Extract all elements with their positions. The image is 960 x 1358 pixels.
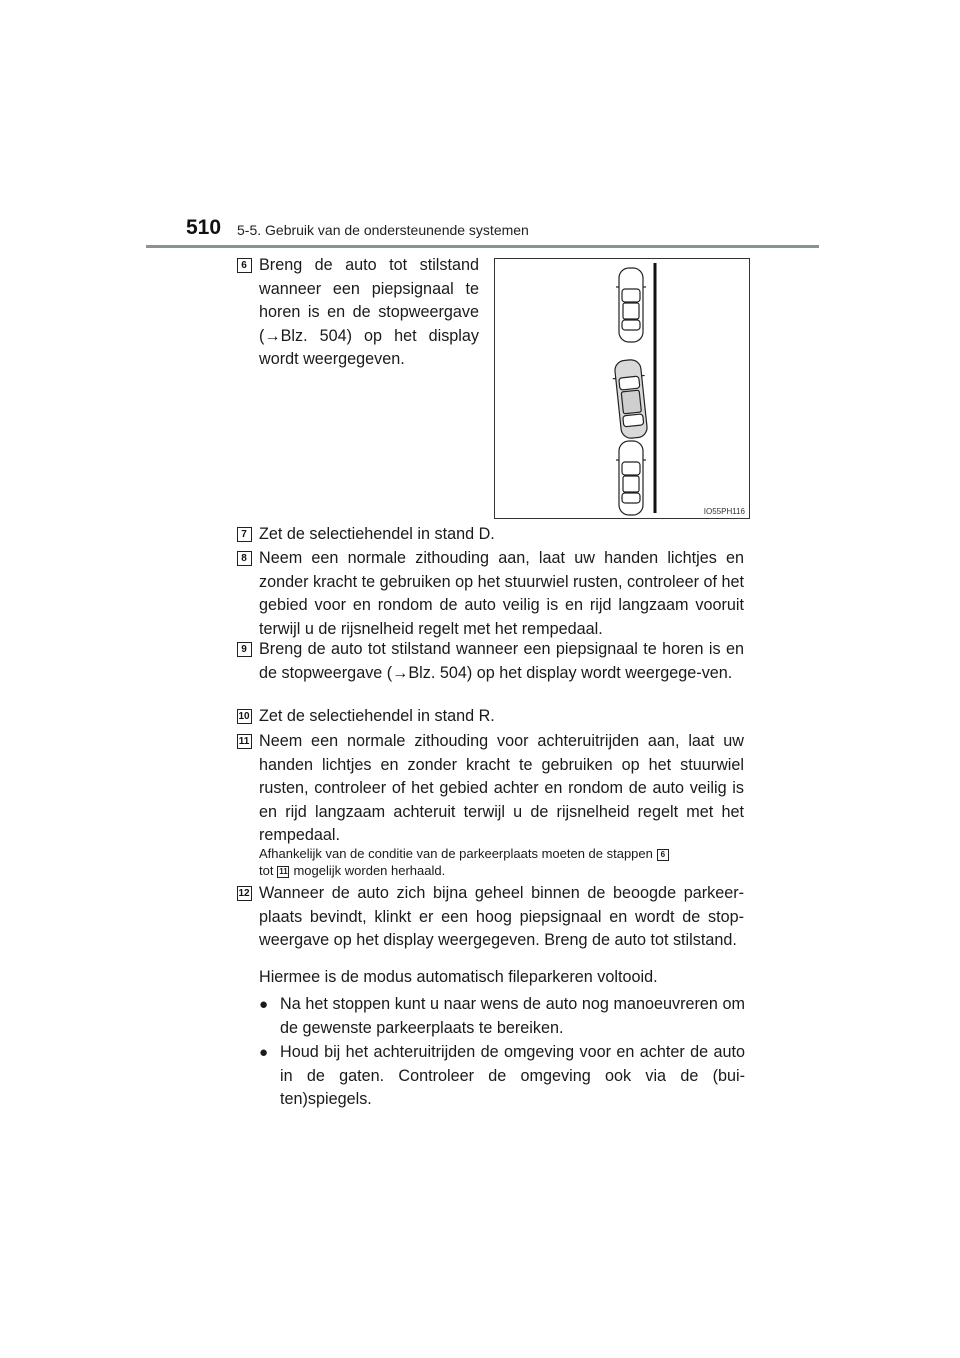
own-car <box>611 359 651 440</box>
note-ref-end: 11 <box>279 867 288 876</box>
step-text-7: Zet de selectiehendel in stand D. <box>259 525 495 543</box>
figure-code: IO55PH116 <box>703 507 745 516</box>
step-badge-9: 9 <box>237 642 252 657</box>
note-text-start: Afhankelijk van de conditie van de parkeerplaats moeten de stappen <box>259 846 653 861</box>
bullet-icon: ● <box>259 996 269 1013</box>
note-line-2 <box>259 862 745 879</box>
step-badge-11: 11 <box>237 734 252 749</box>
page-number: 510 <box>186 216 222 239</box>
step-text-8: Neem een normale zithouding aan, laat uw handen lichtjes en zonder kracht te gebruiken op het stuurwiel rusten, controleer of het gebied voor en rondom de auto veilig is en rijd langzaam vooruit terwijl u de rijsnelheid regelt met het rempedaal. <box>259 549 745 638</box>
note-text-end: mogelijk worden herhaald. <box>293 863 446 878</box>
parking-illustration <box>494 258 750 519</box>
bullet-text: Na het stoppen kunt u naar wens de auto nog manoeuvreren om de gewenste parkeerplaats te bereiken. <box>280 995 745 1037</box>
step-badge-12: 12 <box>237 886 252 901</box>
step-badge-6: 6 <box>237 258 252 273</box>
step-badge-10: 10 <box>237 709 252 724</box>
repeat-note <box>259 845 745 879</box>
header-divider <box>146 245 819 248</box>
step-badge-8: 8 <box>237 551 252 566</box>
parking-diagram <box>495 259 749 518</box>
note-word-tot: tot <box>259 863 274 878</box>
bullet-text: Houd bij het achteruitrijden de omgeving voor en achter de auto in de gaten. Controleer de omgeving ook via de (bui-ten)spiegels. <box>280 1043 745 1108</box>
step-text-10: Zet de selectiehendel in stand R. <box>259 707 495 725</box>
step-text-9: Breng de auto tot stilstand wanneer een piepsignaal te horen is en de stopweergave (→Blz. 504) op het display wordt weergege-ven. <box>259 640 744 682</box>
step-badge-7: 7 <box>237 527 252 542</box>
section-title: 5-5. Gebruik van de ondersteunende systemen <box>237 222 529 238</box>
parked-car-rear <box>616 441 646 515</box>
note-ref-start: 6 <box>657 849 669 861</box>
step-text-6: Breng de auto tot stilstand wanneer een piepsignaal te horen is en de stopweergave (→Blz. 504) op het display wordt weergegeven. <box>259 256 479 368</box>
step-text-11: Neem een normale zithouding voor achteruitrijden aan, laat uw handen lichtjes en zonder kracht te gebruiken op het stuurwiel rusten, controleer of het gebied achter en rondom de auto veilig is en rijd langzaam achteruit terwijl u de rijsnelheid regelt met het rempedaal. <box>259 732 744 844</box>
bullet-item <box>259 993 745 1040</box>
note-line-1 <box>259 845 745 862</box>
completion-text: Hiermee is de modus automatisch fileparkeren voltooid. <box>259 968 658 986</box>
bullet-item <box>259 1041 745 1112</box>
step-text-12: Wanneer de auto zich bijna geheel binnen de beoogde parkeer-plaats bevindt, klinkt er een hoog piepsignaal en wordt de stop-weergave op het display weergegeven. Breng de auto tot stilstand. <box>259 884 744 949</box>
bullet-icon: ● <box>259 1044 269 1061</box>
parked-car-front <box>616 268 646 342</box>
